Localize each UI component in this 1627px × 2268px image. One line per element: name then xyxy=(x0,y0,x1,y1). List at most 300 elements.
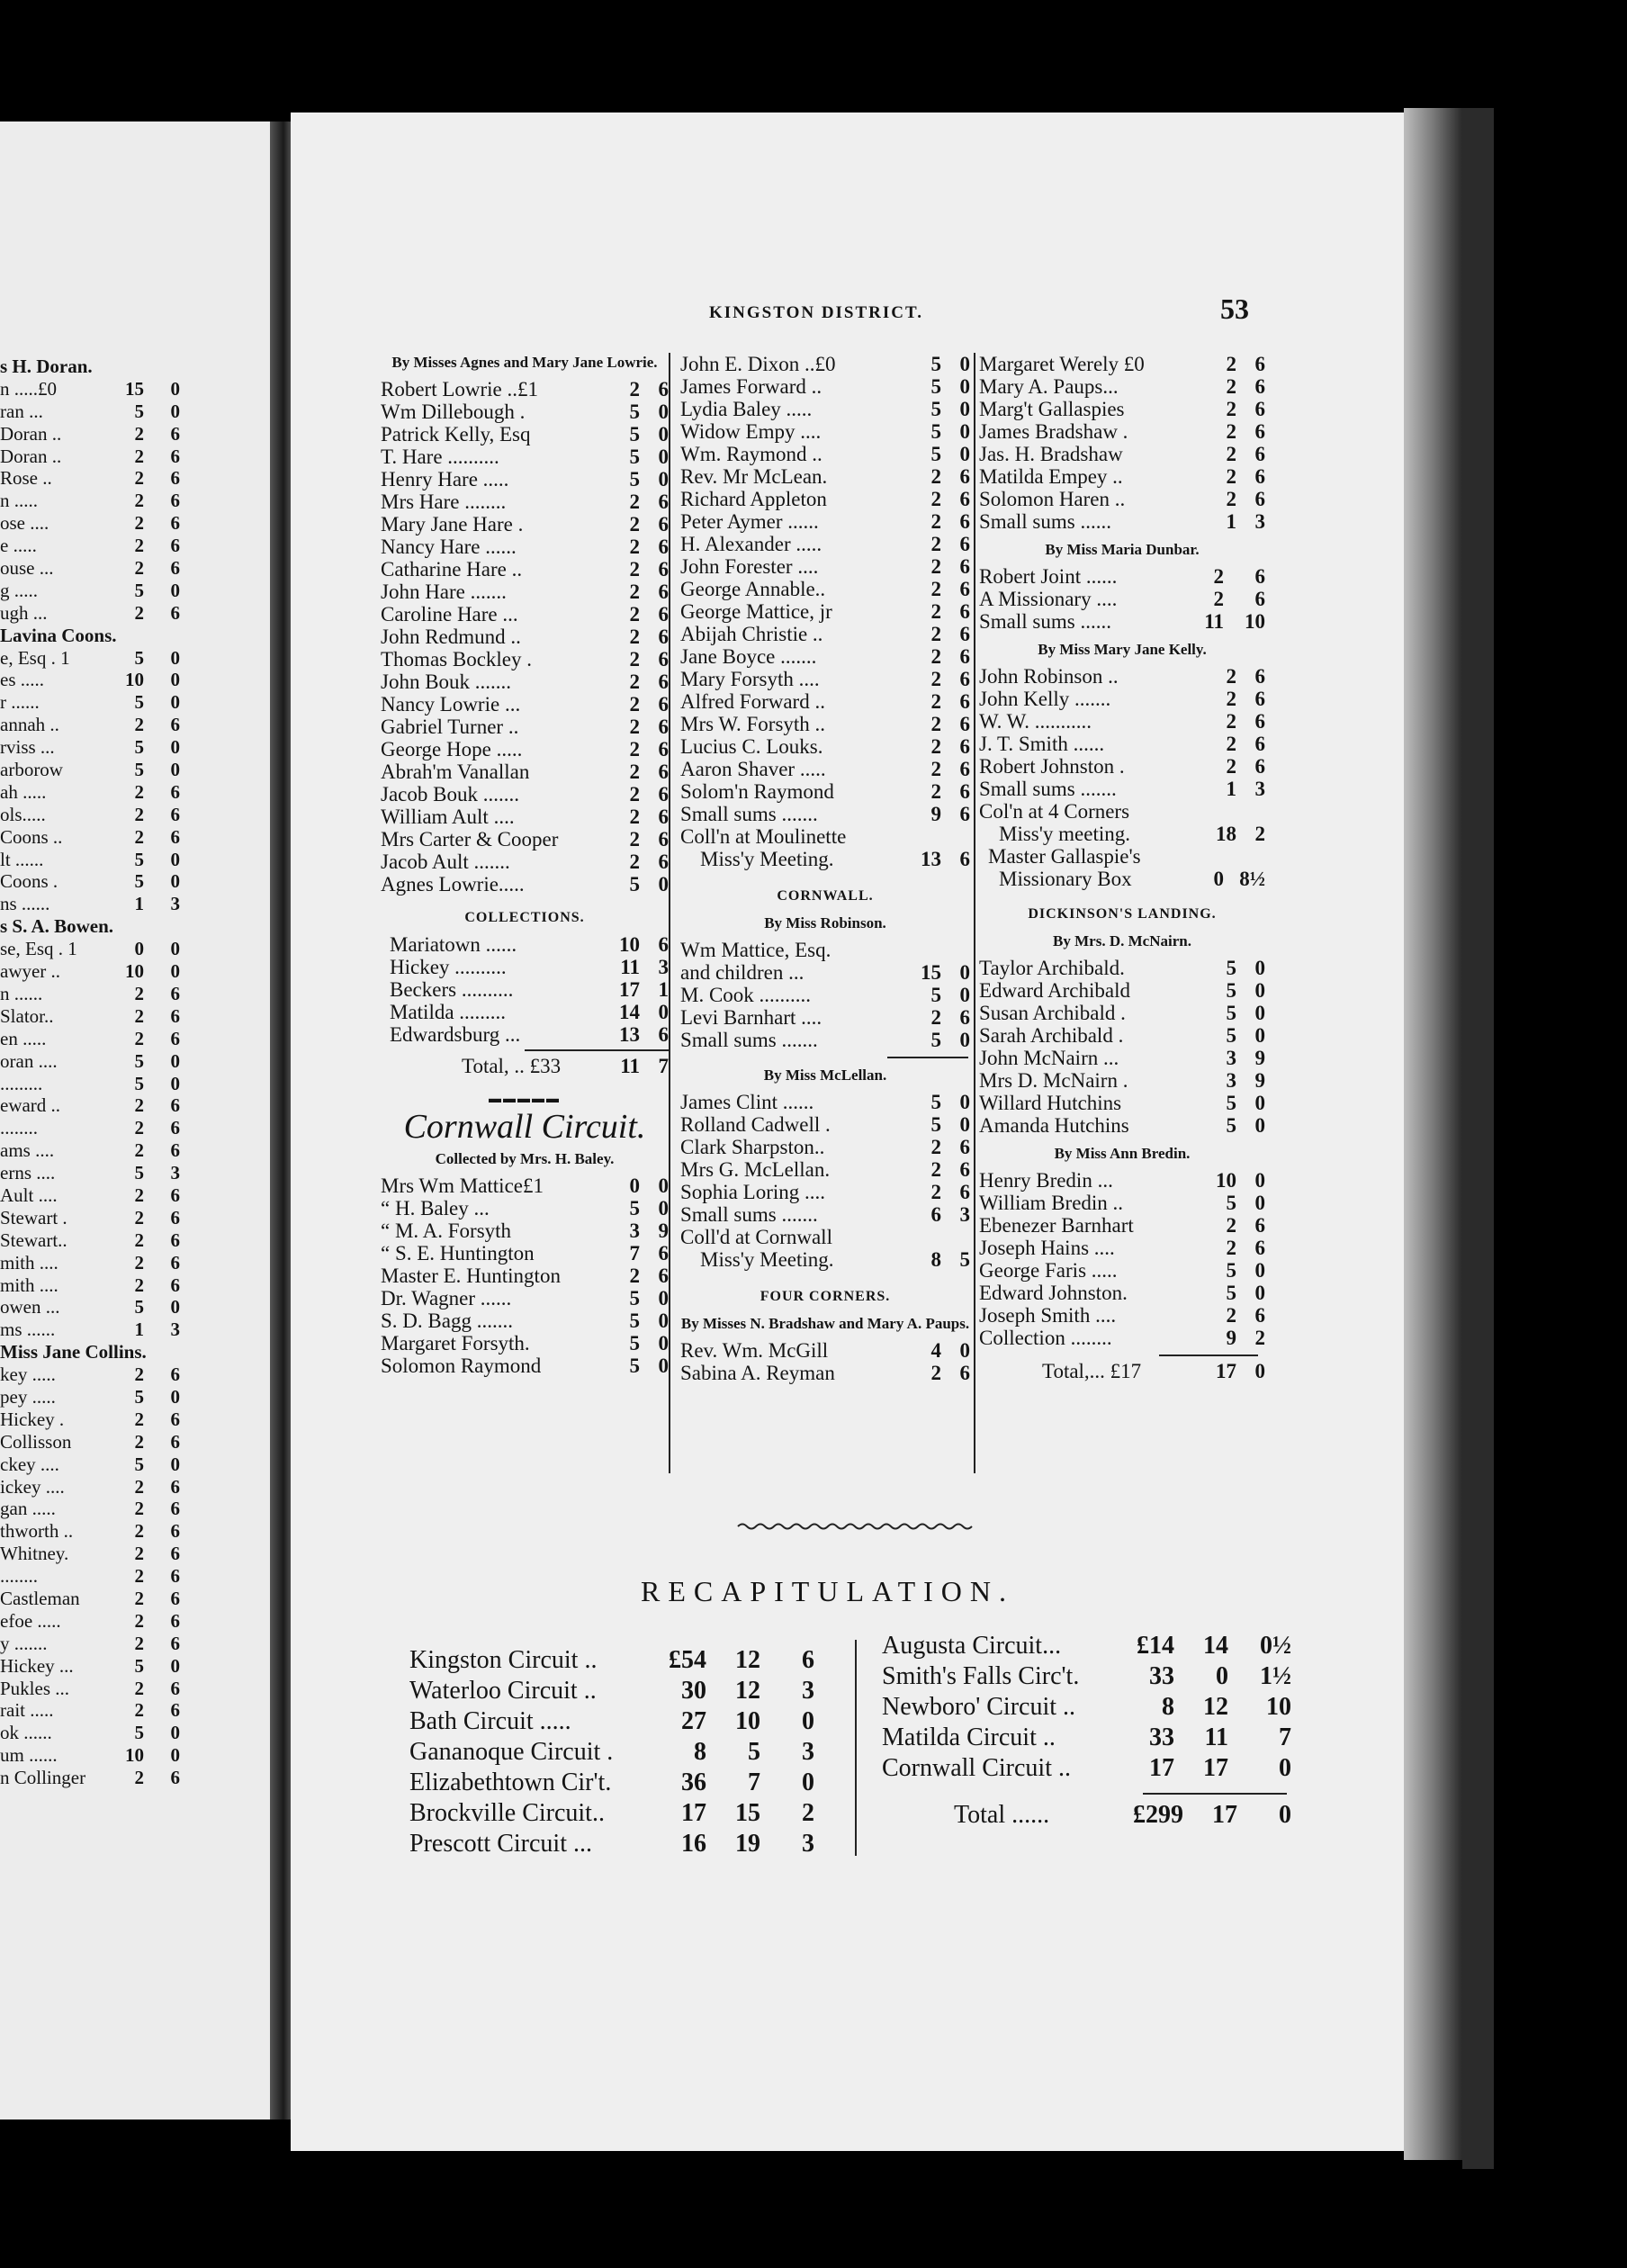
row-amount: 2 xyxy=(629,603,640,626)
ledger-row xyxy=(979,957,1265,979)
row-label: Rev. Mr McLean. xyxy=(680,465,828,488)
row-label: Agnes Lowrie..... xyxy=(381,873,525,896)
row-label: Kingston Circuit .. xyxy=(409,1646,598,1674)
row-label: Mrs G. McLellan. xyxy=(680,1158,831,1181)
ledger-row xyxy=(680,375,970,398)
row-amount: 0 xyxy=(658,1287,669,1310)
left-page-line: Slator.. 2 6 xyxy=(0,1004,180,1027)
ledger-row xyxy=(680,353,970,375)
recap-total-row xyxy=(954,1800,1291,1831)
recap-row xyxy=(409,1645,814,1676)
left-page-line: annah .. 2 6 xyxy=(0,714,180,736)
row-label: J. T. Smith ...... xyxy=(979,733,1105,755)
left-page-line: Stewart . 2 6 xyxy=(0,1206,180,1228)
row-amount: 2 xyxy=(1226,465,1236,488)
row-label: Sabina A. Reyman xyxy=(680,1362,835,1384)
recap-left xyxy=(409,1645,814,1859)
ledger-row xyxy=(680,600,970,623)
row-amount: 6 xyxy=(658,1023,669,1046)
ledger-row xyxy=(979,1304,1265,1327)
row-amount: 11 xyxy=(620,956,640,978)
ledger-row xyxy=(680,645,970,668)
row-amount: 2 xyxy=(629,670,640,693)
ledger-row xyxy=(680,510,970,533)
row-amount: 0 xyxy=(1254,1169,1265,1192)
row-amount: 9 xyxy=(1254,1069,1265,1092)
ledger-row xyxy=(381,558,669,580)
row-amount: 6 xyxy=(658,933,669,956)
left-page-line: Collisson 2 6 xyxy=(0,1430,180,1453)
row-amount: 2 xyxy=(930,510,941,533)
ledger-row xyxy=(979,823,1265,845)
ledger-row xyxy=(979,375,1265,398)
left-page-line: Stewart.. 2 6 xyxy=(0,1228,180,1251)
row-amount: 6 xyxy=(1254,420,1265,443)
row-amount: 17 xyxy=(1203,1754,1228,1782)
row-label: Smith's Falls Circ't. xyxy=(882,1662,1080,1690)
row-amount: 2 xyxy=(1226,733,1236,755)
row-amount: 0 xyxy=(658,873,669,896)
row-amount: 17 xyxy=(1149,1754,1174,1782)
row-amount: 5 xyxy=(930,1091,941,1113)
ledger-row xyxy=(979,733,1265,755)
left-page-column xyxy=(0,356,180,1789)
row-amount: 0½ xyxy=(1260,1632,1291,1660)
ledger-row xyxy=(979,1169,1265,1192)
row-label: Widow Empy .... xyxy=(680,420,822,443)
row-amount: 8 xyxy=(694,1738,706,1766)
row-amount: 2 xyxy=(629,738,640,760)
row-label: John Hare ....... xyxy=(381,580,507,603)
row-amount: 2 xyxy=(1226,1214,1236,1237)
recap-row xyxy=(882,1631,1291,1661)
row-amount: 2 xyxy=(1226,755,1236,778)
ledger-row xyxy=(381,978,669,1001)
left-page-line: awyer .. 10 0 xyxy=(0,960,180,983)
row-amount: 2 xyxy=(930,780,941,803)
left-page-line: n Collinger 2 6 xyxy=(0,1767,180,1789)
row-amount: 8 xyxy=(930,1248,941,1271)
row-label: Edwardsburg ... xyxy=(390,1023,521,1046)
row-label: Augusta Circuit... xyxy=(882,1632,1062,1660)
row-label: John McNairn ... xyxy=(979,1047,1119,1069)
row-label: Miss'y Meeting. xyxy=(700,848,834,870)
row-label: Beckers .......... xyxy=(390,978,514,1001)
row-amount: 2 xyxy=(930,1158,941,1181)
row-amount: 6 xyxy=(930,1203,941,1226)
left-page-line: n ...... 2 6 xyxy=(0,982,180,1004)
recap-rule xyxy=(855,1640,857,1856)
row-amount: 3 xyxy=(1226,1069,1236,1092)
ledger-row xyxy=(680,1203,970,1226)
row-label: “ S. E. Huntington xyxy=(381,1242,535,1264)
coll-moulinette-line1: Coll'n at Moulinette xyxy=(680,825,847,848)
row-label: Mary A. Paups... xyxy=(979,375,1119,398)
row-amount: 6 xyxy=(1254,398,1265,420)
ledger-row xyxy=(680,668,970,690)
row-amount: 0 xyxy=(658,400,669,423)
row-amount: 5 xyxy=(930,1029,941,1051)
row-amount: 6 xyxy=(1254,733,1265,755)
row-amount: 0 xyxy=(959,420,970,443)
row-amount: 6 xyxy=(658,490,669,513)
left-page-line: oran .... 5 0 xyxy=(0,1049,180,1072)
row-amount: 5 xyxy=(629,423,640,446)
row-amount: 6 xyxy=(1254,443,1265,465)
row-amount: 0 xyxy=(959,961,970,984)
row-amount: 6 xyxy=(658,648,669,670)
row-amount: 8 xyxy=(1162,1693,1174,1721)
row-amount: 5 xyxy=(629,1287,640,1310)
left-page-line: ugh ... 2 6 xyxy=(0,601,180,624)
row-amount: 6 xyxy=(658,716,669,738)
row-label: Total ...... xyxy=(954,1801,1050,1829)
row-label: Jacob Ault ....... xyxy=(381,850,510,873)
row-amount: 10 xyxy=(1216,1169,1236,1192)
recap-row xyxy=(409,1768,814,1798)
row-amount: 2 xyxy=(629,783,640,806)
row-amount: 6 xyxy=(658,760,669,783)
book-spine xyxy=(1462,108,1494,2169)
row-label: Mrs D. McNairn . xyxy=(979,1069,1128,1092)
row-label: George Annable.. xyxy=(680,578,826,600)
row-amount: 11 xyxy=(620,1055,640,1077)
ledger-row xyxy=(680,713,970,735)
ledger-row xyxy=(381,828,669,850)
left-page-line: Doran .. 2 6 xyxy=(0,422,180,445)
row-amount: 1½ xyxy=(1260,1662,1291,1690)
row-amount: 6 xyxy=(658,626,669,648)
row-amount: 0 xyxy=(1254,979,1265,1002)
row-amount: 2 xyxy=(930,1181,941,1203)
row-amount: 6 xyxy=(658,1242,669,1264)
row-label: Mary Forsyth .... xyxy=(680,668,820,690)
left-page xyxy=(0,122,278,2120)
left-page-line: Ault .... 2 6 xyxy=(0,1184,180,1206)
row-amount: 6 xyxy=(959,465,970,488)
row-label: Jas. H. Bradshaw xyxy=(979,443,1123,465)
row-amount: 0 xyxy=(658,1354,669,1377)
left-page-line: efoe ..... 2 6 xyxy=(0,1609,180,1632)
row-amount: 0 xyxy=(959,1091,970,1113)
ledger-row xyxy=(680,1339,970,1362)
ledger-row xyxy=(381,603,669,626)
row-amount: 5 xyxy=(629,873,640,896)
row-label: Prescott Circuit ... xyxy=(409,1830,592,1858)
row-amount: 6 xyxy=(1254,755,1265,778)
collected-by-heading: Collected by Mrs. H. Baley. xyxy=(435,1150,615,1167)
row-amount: 1 xyxy=(1226,510,1236,533)
left-page-line: s S. A. Bowen. xyxy=(0,915,114,938)
ledger-row xyxy=(680,398,970,420)
row-amount: 5 xyxy=(629,468,640,490)
row-amount: 2 xyxy=(629,513,640,536)
row-amount: 2 xyxy=(1213,565,1224,588)
row-amount: 2 xyxy=(930,713,941,735)
ledger-row xyxy=(979,1259,1265,1282)
ledger-row xyxy=(381,873,669,896)
ledger-row xyxy=(381,670,669,693)
ledger-row xyxy=(680,578,970,600)
row-amount: 5 xyxy=(1226,1092,1236,1114)
ledger-row xyxy=(680,1158,970,1181)
ledger-row xyxy=(979,588,1265,610)
row-amount: 2 xyxy=(930,623,941,645)
row-amount: 7 xyxy=(748,1768,760,1796)
row-amount: 5 xyxy=(930,353,941,375)
row-amount: 6 xyxy=(1254,565,1265,588)
ledger-row xyxy=(381,933,669,956)
recap-row xyxy=(882,1723,1291,1753)
row-amount: 0 xyxy=(1254,957,1265,979)
left-page-line: Whitney. 2 6 xyxy=(0,1543,180,1565)
left-page-line: se, Esq . 1 0 0 xyxy=(0,938,180,960)
row-label: Solomon Raymond xyxy=(381,1354,542,1377)
row-amount: 6 xyxy=(1254,1237,1265,1259)
ledger-row xyxy=(979,488,1265,510)
row-amount: 6 xyxy=(959,1362,970,1384)
row-label: James Bradshaw . xyxy=(979,420,1128,443)
ledger-row xyxy=(979,1237,1265,1259)
ledger-row xyxy=(381,1332,669,1354)
row-label: Solom'n Raymond xyxy=(680,780,834,803)
row-label: George Faris ..... xyxy=(979,1259,1118,1282)
row-amount: 14 xyxy=(1203,1632,1228,1660)
ledger-row xyxy=(979,1214,1265,1237)
row-amount: 9 xyxy=(658,1220,669,1242)
row-amount: 6 xyxy=(658,580,669,603)
row-amount: 30 xyxy=(681,1677,706,1705)
dunbar-heading: By Miss Maria Dunbar. xyxy=(1045,541,1200,558)
row-amount: 6 xyxy=(959,623,970,645)
collections-list xyxy=(381,933,669,1046)
ledger-row xyxy=(979,1192,1265,1214)
row-amount: 17 xyxy=(1216,1360,1236,1382)
row-amount xyxy=(900,939,941,961)
row-amount: 2 xyxy=(930,578,941,600)
ledger-row xyxy=(680,1248,970,1271)
row-amount: 3 xyxy=(802,1677,814,1705)
row-label: Mrs Hare ........ xyxy=(381,490,507,513)
row-amount: 6 xyxy=(1254,710,1265,733)
recap-right xyxy=(882,1631,1291,1831)
col3-total xyxy=(979,1360,1265,1382)
col1-heading: By Misses Agnes and Mary Jane Lowrie. xyxy=(391,354,658,371)
row-amount: 2 xyxy=(1226,1237,1236,1259)
cornwall-circuit-title: Cornwall Circuit. xyxy=(403,1108,646,1146)
ledger-row xyxy=(979,1327,1265,1349)
row-amount: 14 xyxy=(619,1001,640,1023)
recap-row xyxy=(409,1706,814,1737)
row-amount: 6 xyxy=(959,1158,970,1181)
row-label: Matilda Empey .. xyxy=(979,465,1123,488)
ledger-row xyxy=(381,760,669,783)
row-amount: 6 xyxy=(658,828,669,850)
row-amount: 12 xyxy=(1203,1693,1228,1721)
row-label: Gananoque Circuit . xyxy=(409,1738,614,1766)
row-amount: 0 xyxy=(1254,1114,1265,1137)
ledger-row xyxy=(381,468,669,490)
ledger-row xyxy=(680,1113,970,1136)
ledger-row xyxy=(381,716,669,738)
row-label: John E. Dixon ..£0 xyxy=(680,353,836,375)
left-page-line: gan ..... 2 6 xyxy=(0,1498,180,1520)
left-page-line: ams .... 2 6 xyxy=(0,1139,180,1162)
row-label: Small sums ....... xyxy=(680,803,818,825)
ledger-row xyxy=(680,420,970,443)
row-amount: 2 xyxy=(1226,710,1236,733)
row-amount: 2 xyxy=(1226,665,1236,688)
row-amount: 5 xyxy=(629,1197,640,1220)
row-amount: 6 xyxy=(658,738,669,760)
row-label: Edward Johnston. xyxy=(979,1282,1128,1304)
wavy-divider xyxy=(738,1521,974,1532)
row-amount: 6 xyxy=(658,513,669,536)
kelly-heading: By Miss Mary Jane Kelly. xyxy=(1038,641,1207,658)
row-amount: 15 xyxy=(921,961,941,984)
rule xyxy=(887,1057,968,1058)
row-amount: 11 xyxy=(1204,1724,1228,1751)
row-label: Collection ........ xyxy=(979,1327,1112,1349)
row-amount: £54 xyxy=(669,1646,706,1674)
row-amount: 12 xyxy=(735,1677,760,1705)
row-amount: 5 xyxy=(748,1738,760,1766)
left-page-line: Lavina Coons. xyxy=(0,624,117,646)
dickinson-heading: DICKINSON'S LANDING. xyxy=(1028,906,1217,922)
row-amount: 0 xyxy=(1254,1024,1265,1047)
ledger-row xyxy=(381,378,669,400)
left-page-line: g ..... 5 0 xyxy=(0,579,180,601)
row-amount: 2 xyxy=(1226,488,1236,510)
row-amount: 9 xyxy=(930,803,941,825)
ledger-row xyxy=(680,488,970,510)
ledger-row xyxy=(680,465,970,488)
ledger-row xyxy=(979,1092,1265,1114)
row-amount: 6 xyxy=(959,780,970,803)
ledger-row xyxy=(381,1197,669,1220)
row-label: Rolland Cadwell . xyxy=(680,1113,831,1136)
row-label: Brockville Circuit.. xyxy=(409,1799,605,1827)
row-amount: 2 xyxy=(1226,1304,1236,1327)
recapitulation-title: RECAPITULATION. xyxy=(641,1575,1014,1607)
ledger-row xyxy=(381,1354,669,1377)
row-amount: 2 xyxy=(1254,1327,1265,1349)
row-amount: 6 xyxy=(658,536,669,558)
row-amount: £299 xyxy=(1133,1801,1183,1829)
row-amount: 5 xyxy=(1226,1114,1236,1137)
row-amount: 6 xyxy=(959,758,970,780)
left-page-line: s H. Doran. xyxy=(0,356,93,377)
row-label: Matilda ......... xyxy=(390,1001,507,1023)
row-amount: 6 xyxy=(959,803,970,825)
robinson-entries xyxy=(680,939,970,1051)
row-label: Master E. Huntington xyxy=(381,1264,561,1287)
row-amount: 36 xyxy=(681,1768,706,1796)
row-amount: 6 xyxy=(658,558,669,580)
ledger-row xyxy=(979,465,1265,488)
row-amount: 27 xyxy=(681,1707,706,1735)
row-amount: 2 xyxy=(1226,398,1236,420)
row-amount: 2 xyxy=(629,558,640,580)
row-amount: 2 xyxy=(629,806,640,828)
row-amount: 0 xyxy=(658,1197,669,1220)
robinson-heading: By Miss Robinson. xyxy=(764,914,886,932)
row-label: Robert Johnston . xyxy=(979,755,1125,778)
row-label: Joseph Smith .... xyxy=(979,1304,1117,1327)
ledger-row xyxy=(381,1220,669,1242)
left-page-line: y ....... 2 6 xyxy=(0,1632,180,1654)
row-label: Wm Dillebough . xyxy=(381,400,526,423)
row-amount: 5 xyxy=(629,1354,640,1377)
row-label: Rev. Wm. McGill xyxy=(680,1339,829,1362)
row-amount: 3 xyxy=(959,1203,970,1226)
row-label: Lydia Baley ..... xyxy=(680,398,813,420)
row-amount: 4 xyxy=(930,1339,941,1362)
left-page-line: ickey .... 2 6 xyxy=(0,1475,180,1498)
row-label: Small sums ...... xyxy=(979,510,1111,533)
total-row xyxy=(1042,1360,1265,1382)
row-amount: 2 xyxy=(1254,823,1265,845)
column-1 xyxy=(381,353,669,1377)
ledger-row xyxy=(979,710,1265,733)
ledger-row xyxy=(979,420,1265,443)
ledger-row xyxy=(680,1181,970,1203)
ledger-row xyxy=(680,1136,970,1158)
row-label: Lucius C. Louks. xyxy=(680,735,823,758)
left-page-line: n ..... 2 6 xyxy=(0,490,180,512)
row-amount: 2 xyxy=(930,758,941,780)
row-amount: 5 xyxy=(959,1248,970,1271)
left-page-line: Rose .. 2 6 xyxy=(0,467,180,490)
row-amount: 2 xyxy=(1226,443,1236,465)
left-page-line: lt ...... 5 0 xyxy=(0,848,180,870)
ledger-row xyxy=(381,1264,669,1287)
row-amount: 6 xyxy=(658,806,669,828)
left-page-line: Hickey ... 5 0 xyxy=(0,1654,180,1677)
ledger-row xyxy=(381,536,669,558)
row-label: Jane Boyce ....... xyxy=(680,645,817,668)
row-amount: 33 xyxy=(1149,1662,1174,1690)
row-label: Wm Mattice, Esq. xyxy=(680,939,831,961)
row-amount: 0 xyxy=(959,375,970,398)
ledger-row xyxy=(979,398,1265,420)
row-label: Willard Hutchins xyxy=(979,1092,1122,1114)
row-amount: 0 xyxy=(1254,1282,1265,1304)
row-amount: 2 xyxy=(930,1362,941,1384)
row-label: John Forester .... xyxy=(680,555,819,578)
row-amount: 0 xyxy=(1213,868,1224,890)
ledger-row xyxy=(381,956,669,978)
row-amount: 2 xyxy=(1226,420,1236,443)
row-amount: 2 xyxy=(930,465,941,488)
row-amount: 6 xyxy=(1254,688,1265,710)
row-label: Abijah Christie .. xyxy=(680,623,823,645)
ledger-row xyxy=(979,868,1265,890)
ledger-row xyxy=(979,755,1265,778)
row-amount: 18 xyxy=(1216,823,1236,845)
row-label: Margaret Werely £0 xyxy=(979,353,1145,375)
row-label: Gabriel Turner .. xyxy=(381,716,519,738)
row-amount: 5 xyxy=(930,420,941,443)
row-amount: 2 xyxy=(629,648,640,670)
row-amount: 0 xyxy=(1254,1259,1265,1282)
row-amount: 3 xyxy=(1226,1047,1236,1069)
row-label: Solomon Haren .. xyxy=(979,488,1126,510)
row-amount: 3 xyxy=(658,956,669,978)
left-page-line: rait ..... 2 6 xyxy=(0,1699,180,1722)
row-amount: 3 xyxy=(802,1738,814,1766)
row-amount: 6 xyxy=(959,735,970,758)
